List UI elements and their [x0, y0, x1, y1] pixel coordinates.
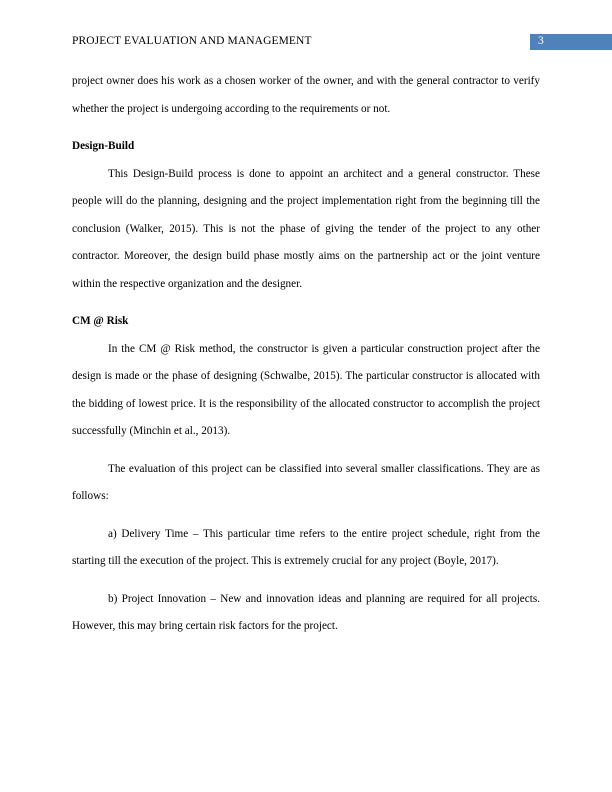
paragraph-continuation: project owner does his work as a chosen worker of the owner, and with the general contractor to verify whether the project is undergoing according to the requirements or not.	[72, 75, 540, 115]
document-body	[72, 68, 540, 641]
paragraph-project-innovation: b) Project Innovation – New and innovation ideas and planning are required for all projects. However, this may bring certain risk factors for the project.	[72, 592, 540, 632]
page-number-badge	[530, 34, 612, 50]
page-number: 3	[538, 35, 544, 47]
paragraph-design-build: This Design-Build process is done to appoint an architect and a general constructor. These people will do the planning, designing and the project implementation right from the beginning till the conclusion (Walker, 2015). This is not the phase of giving the tender of the project to any other contractor. Moreover, the design build phase mostly aims on the partnership act or the joint venture within the respective organization and the designer.	[72, 167, 540, 290]
heading-design-build: Design-Build	[72, 140, 135, 152]
heading-cm-risk: CM @ Risk	[72, 315, 129, 327]
running-header-title: PROJECT EVALUATION AND MANAGEMENT	[72, 35, 312, 47]
paragraph-evaluation-intro: The evaluation of this project can be classified into several smaller classifications. They are as follows:	[72, 462, 540, 502]
paragraph-cm-risk: In the CM @ Risk method, the constructor is given a particular construction project after the design is made or the phase of designing (Schwalbe, 2015). The particular constructor is allocated with the bidding of lowest price. It is the responsibility of the allocated constructor to accomplish the project successfully (Minchin et al., 2013).	[72, 342, 540, 437]
paragraph-delivery-time: a) Delivery Time – This particular time refers to the entire project schedule, right from the starting till the execution of the project. This is extremely crucial for any project (Boyle, 2017).	[72, 527, 540, 567]
